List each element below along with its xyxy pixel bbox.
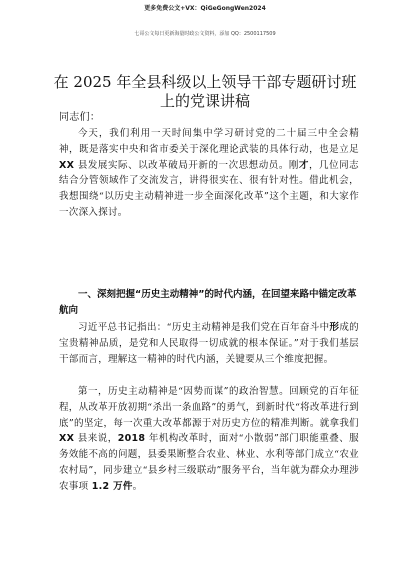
para3-text-3: 年机构改革时，面对“小散弱”部门职能重叠、服务效能不高的问题，县委果断整合农业、林业、水利等部门成立“农业农村局”，同步建立“县乡村三级联动”服务平台，当年就为群众办理涉农事项: [59, 433, 359, 492]
document-title: [40, 73, 370, 111]
para3-bold-3: 1.2 万件: [91, 480, 133, 492]
intro-text-2: 县发展实际、以改革破局开新的一次思想动员。刚: [74, 159, 299, 171]
para3-text-4: 。: [132, 480, 143, 492]
intro-bold-2: 才: [298, 159, 309, 171]
para3-text-2: 县来说，: [74, 433, 118, 445]
para2-bold-1: 形: [329, 322, 340, 333]
sub-banner: 七哥公文每日更新海量时政公文资料，添加 QQ：2500117509: [134, 31, 276, 37]
intro-paragraph: [59, 126, 359, 221]
intro-text-3: ，几位同志结合分管领域作了交流发言，讲得很实在、很有针对性。借此机会，我想围绕“以历史主动精神进一步全面深化改革”这个主题，和大家作一次深入探讨。: [59, 159, 359, 218]
paragraph-3: [59, 384, 359, 495]
para3-text-1: 第一，历史主动精神是“因势而谋”的政治智慧。回顾党的百年征程，从改革开放初期“杀出一条血路”的勇气，到新时代“将改革进行到底”的坚定，每一次重大改革都源于对历史方位的精准判断。就拿我们: [59, 386, 359, 429]
intro-bold-1: XX: [59, 159, 75, 171]
title-line-1: 在 2025 年全县科级以上领导干部专题研讨班: [53, 73, 357, 91]
section-heading-1: 一、深刻把握“历史主动精神”的时代内涵，在回望来路中锚定改革航向: [59, 289, 357, 316]
title-line-2: 上的党课讲稿: [159, 92, 250, 110]
paragraph-2: [59, 320, 359, 367]
para2-text-1: 习近平总书记指出：“历史主动精神是我们党在百年奋斗中: [78, 322, 330, 333]
top-banner: 更多免费公文+VX：QiGeGongWen2024: [144, 5, 266, 12]
intro-text-1: 今天，我们利用一天时间集中学习研讨党的二十届三中全会精神，既是落实中央和省市委关于深化理论武装的具体行动，也是立足: [59, 128, 359, 155]
para2-text-2: 成的宝贵精神品质，是党和人民取得一切成就的根本保证。”对于我们基层干部而言，理解这一精神的时代内涵，关键要从三个维度把握。: [59, 322, 359, 365]
para3-bold-2: 2018: [117, 433, 146, 445]
salutation: 同志们：: [59, 112, 101, 123]
para3-bold-1: XX: [59, 433, 75, 445]
